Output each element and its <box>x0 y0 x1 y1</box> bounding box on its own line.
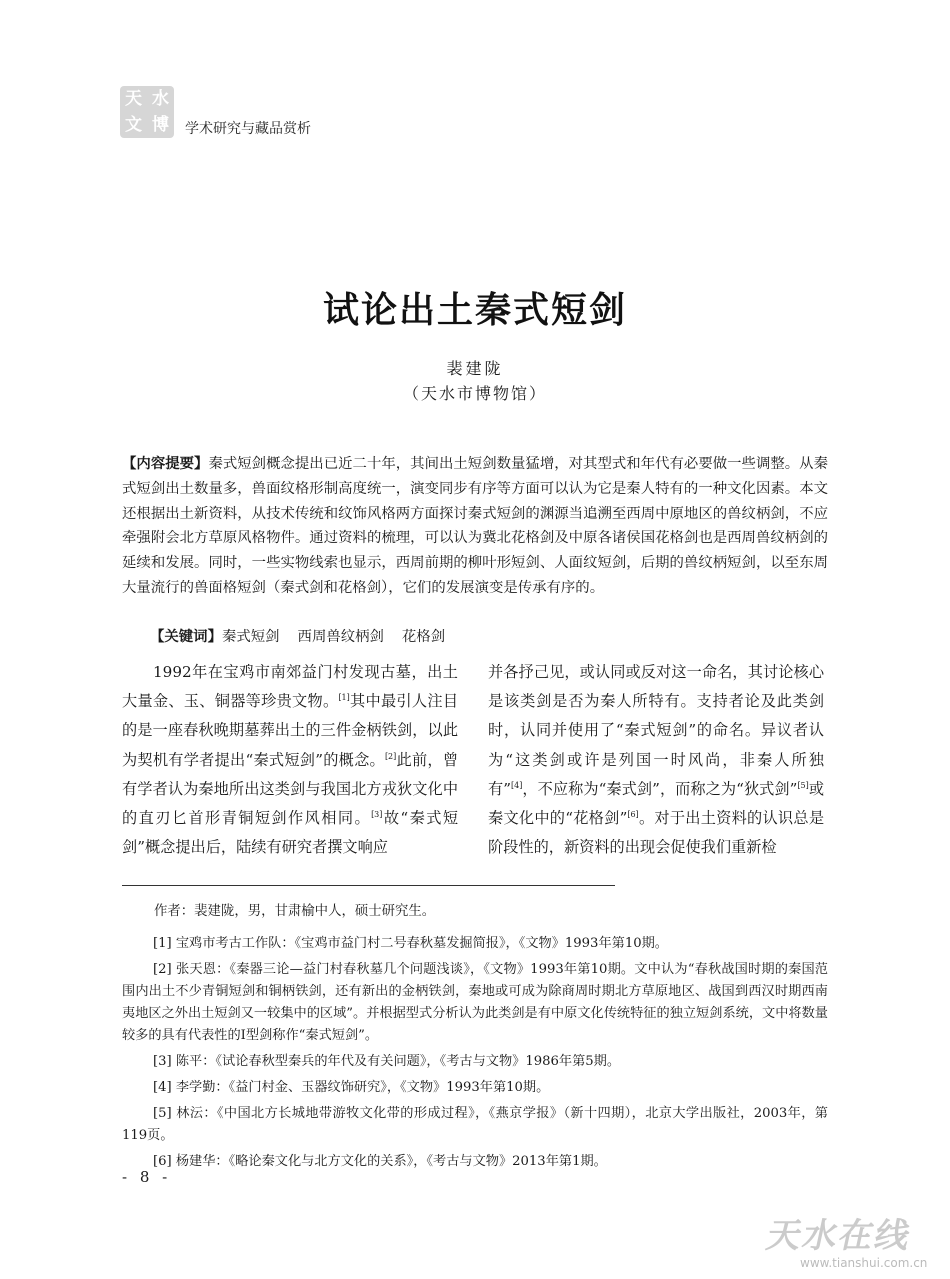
footnote-ref[interactable]: [4] <box>511 780 523 790</box>
body-text: 或秦文化中的“花格剑” <box>488 779 825 828</box>
footnote-item: [3] 陈平：《试论春秋型秦兵的年代及有关问题》，《考古与文物》1986年第5期。 <box>153 1054 621 1069</box>
footnote-ref[interactable]: [3] <box>371 809 383 819</box>
abstract-text: 秦式短剑概念提出已近二十年，其间出土短剑数量猛增，对其型式和年代有必要做一些调整。从秦式短剑出土数量多，兽面纹格形制高度统一，演变同步有序等方面可以认为它是秦人特有的一种文化因素。本文还根据出土新资料，从技术传统和纹饰风格两方面探讨秦式短剑的渊源当追溯至西周中原地区的兽纹柄剑，不应牵强附会北方草原风格物件。通过资料的梳理，可以认为冀北花格剑及中原各诸侯国花格剑也是西周兽纹柄剑的延续和发展。同时，一些实物线索也显示，西周前期的柳叶形短剑、人面纹短剑，后期的兽纹柄短剑，以至东周大量流行的兽面格短剑（秦式剑和花格剑），它们的发展演变是传承有序的。 <box>122 456 828 596</box>
author-affiliation: （天水市博物馆） <box>402 384 547 403</box>
footnote-ref[interactable]: [1] <box>338 693 350 703</box>
footnote-item: [4] 李学勤：《益门村金、玉器纹饰研究》，《文物》1993年第10期。 <box>153 1080 550 1095</box>
body-text: 1992年在宝鸡市南郊益门村发现古墓，出土大量金、玉、铜器等珍贵文物。 <box>122 663 458 711</box>
logo-char: 文 <box>125 115 142 135</box>
page-number: - 8 - <box>122 1168 172 1186</box>
logo-char: 博 <box>152 115 169 135</box>
body-column-left <box>122 658 458 862</box>
footnote-item: [6] 杨建华：《略论秦文化与北方文化的关系》，《考古与文物》2013年第1期。 <box>153 1154 607 1169</box>
footnote-item: [1] 宝鸡市考古工作队：《宝鸡市益门村二号春秋墓发掘简报》，《文物》1993年第10期。 <box>153 936 668 951</box>
article-title: 试论出土秦式短剑 <box>322 289 627 331</box>
body-text: 并各抒己见，或认同或反对这一命名，其讨论核心是该类剑是否为秦人所特有。支持者论及此类剑时，认同并使用了“秦式短剑”的命名。异议者认为“这类剑或许是列国一时风尚，非秦人所独有” <box>488 663 824 798</box>
footnote-ref[interactable]: [6] <box>627 809 639 819</box>
footnotes <box>122 933 828 1177</box>
abstract-label: 【内容提要】 <box>122 456 209 472</box>
keywords <box>150 625 463 646</box>
logo-char: 水 <box>152 89 169 109</box>
author-name: 裴建陇 <box>446 359 504 378</box>
keyword: 秦式短剑 <box>221 629 280 645</box>
keywords-label: 【关键词】 <box>150 629 222 645</box>
journal-logo <box>120 86 174 138</box>
author-note: 作者：裴建陇，男，甘肃榆中人，硕士研究生。 <box>154 904 436 919</box>
body-column-right <box>488 658 824 862</box>
footnote-item: [5] 林沄：《中国北方长城地带游牧文化带的形成过程》，《燕京学报》（新十四期），北京大学出版社，2003年，第119页。 <box>122 1106 828 1143</box>
keyword: 花格剑 <box>401 629 446 645</box>
body-text: 故“秦式短剑”概念提出后，陆续有研究者撰文响应 <box>122 809 459 857</box>
logo-char: 天 <box>125 89 142 109</box>
body-text: 此前，曾有学者认为秦地所出这类剑与我国北方戎狄文化中的直刃匕首形青铜短剑作风相同。 <box>122 750 459 828</box>
body-text: ，不应称为“秦式剑”，而称之为“狄式剑” <box>522 779 798 798</box>
footnote-ref[interactable]: [5] <box>797 780 809 790</box>
body-text: 。对于出土资料的认识总是阶段性的，新资料的出现会促使我们重新检 <box>488 809 825 857</box>
footnote-ref[interactable]: [2] <box>384 751 397 761</box>
abstract <box>122 452 828 601</box>
section-header: 学术研究与藏品赏析 <box>185 121 311 137</box>
watermark-logo: 天水在线 <box>763 1216 916 1256</box>
watermark-url: www.tianshui.com.cn <box>800 1256 928 1270</box>
keyword: 西周兽纹柄剑 <box>297 629 384 645</box>
body-text: 其中最引人注目的是一座春秋晚期墓葬出土的三件金柄铁剑，以此为契机有学者提出“秦式短剑”的概念。 <box>122 692 459 769</box>
footnote-item: [2] 张天恩：《秦器三论—益门村春秋墓几个问题浅谈》，《文物》1993年第10期。文中认为“春秋战国时期的秦国范围内出土不少青铜短剑和铜柄铁剑，还有新出的金柄铁剑，秦地或可成为除商周时期北方草原地区、战国到西汉时期西南夷地区之外出土短剑又一较集中的区域”。并根据型式分析认为此类剑是有中原文化传统特征的独立短剑系统，文中将数量较多的具有代表性的Ⅰ型剑称作“秦式短剑”。 <box>122 962 828 1043</box>
footnote-divider <box>122 885 615 886</box>
